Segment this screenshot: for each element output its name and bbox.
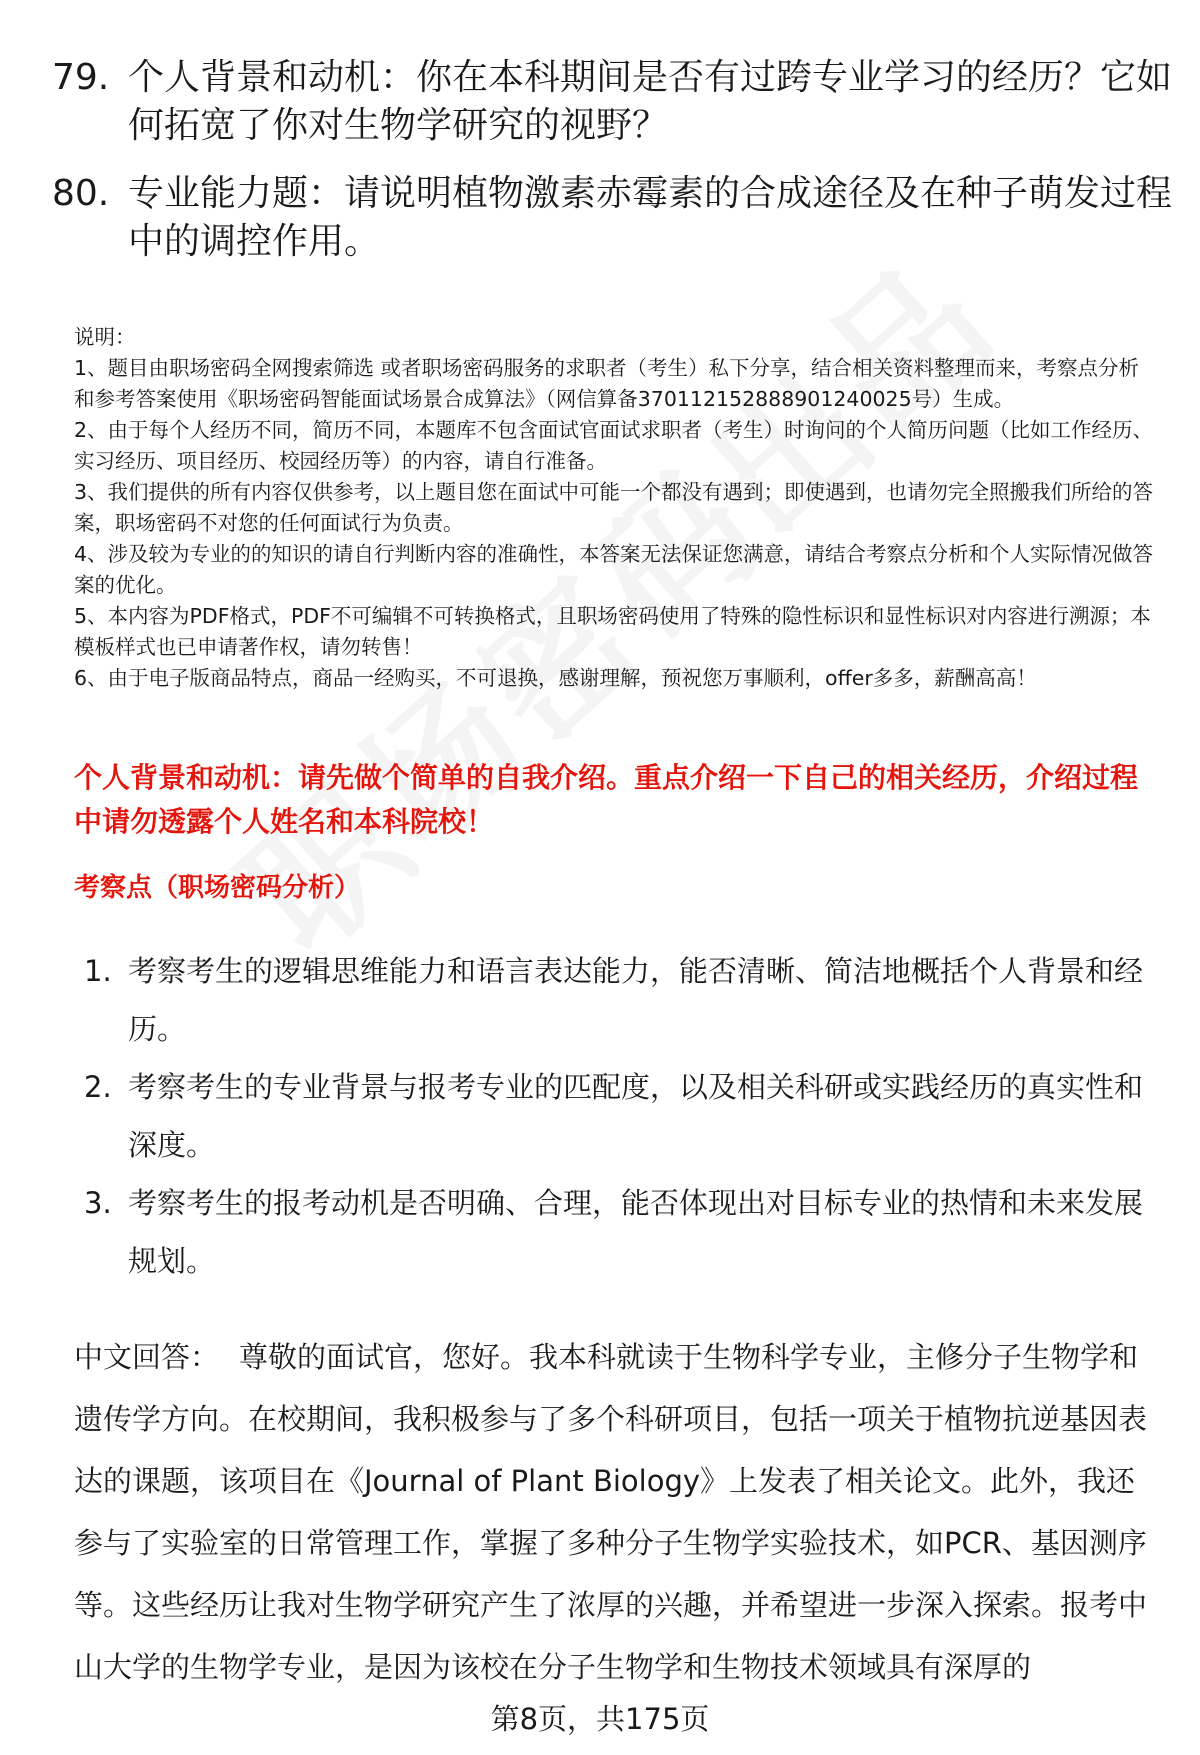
- page-footer: 第8页，共175页: [490, 1702, 710, 1736]
- point-text: 考察考生的逻辑思维能力和语言表达能力，能否清晰、简洁地概括个人背景和经历。: [128, 954, 1144, 1046]
- point-text: 考察考生的专业背景与报考专业的匹配度，以及相关科研或实践经历的真实性和深度。: [128, 1070, 1144, 1162]
- answer-label: 中文回答：: [74, 1340, 220, 1374]
- question-80: [52, 170, 1173, 266]
- answer-text: 尊敬的面试官，您好。我本科就读于生物科学专业，主修分子生物学和遗传学方向。在校期间，我积极参与了多个科研项目，包括一项关于植物抗逆基因表达的课题，该项目在《Journal of Plant Biology》上发表了相关论文。此外，我还参与了实验室的日常管理工作，掌握了多种分子生物学实验技术，如PCR、基因测序等。这些经历让我对生物学研究产生了浓厚的兴趣，并希望进一步深入探索。报考中山大学的生物学专业，是因为该校在分子生物学和生物技术领域具有深厚的: [74, 1340, 1148, 1684]
- analysis-point: [84, 1058, 1164, 1174]
- note-item: 6、由于电子版商品特点，商品一经购买，不可退换，感谢理解，预祝您万事顺利，offer多多，薪酬高高！: [74, 666, 1037, 690]
- note-item: 2、由于每个人经历不同，简历不同，本题库不包含面试官面试求职者（考生）时询问的个人简历问题（比如工作经历、实习经历、项目经历、校园经历等）的内容，请自行准备。: [74, 418, 1154, 473]
- answer-paragraph: [74, 1326, 1164, 1698]
- analysis-title: 考察点（职场密码分析）: [74, 873, 361, 903]
- note-item: 5、本内容为PDF格式，PDF不可编辑不可转换格式，且职场密码使用了特殊的隐性标识和显性标识对内容进行溯源；本模板样式也已申请著作权，请勿转售！: [74, 604, 1151, 659]
- notes-section: [74, 322, 1159, 694]
- question-text: 专业能力题：请说明植物激素赤霉素的合成途径及在种子萌发过程中的调控作用。: [128, 173, 1173, 262]
- question-number: 80.: [52, 173, 110, 214]
- question-text: 个人背景和动机：你在本科期间是否有过跨专业学习的经历？它如何拓宽了你对生物学研究的视野？: [128, 57, 1173, 146]
- point-number: 3.: [84, 1186, 112, 1220]
- analysis-points: [84, 942, 1164, 1290]
- analysis-point: [84, 1174, 1164, 1290]
- notes-title: 说明：: [74, 325, 136, 349]
- point-text: 考察考生的报考动机是否明确、合理，能否体现出对目标专业的热情和未来发展规划。: [128, 1186, 1144, 1278]
- point-number: 1.: [84, 954, 112, 988]
- note-item: 1、题目由职场密码全网搜索筛选 或者职场密码服务的求职者（考生）私下分享，结合相关资料整理而来，考察点分析和参考答案使用《职场密码智能面试场景合成算法》（网信算备370112152888901240025号）生成。: [74, 356, 1140, 411]
- question-number: 79.: [52, 57, 110, 98]
- highlighted-question: 个人背景和动机：请先做个简单的自我介绍。重点介绍一下自己的相关经历，介绍过程中请勿透露个人姓名和本科院校！: [74, 761, 1139, 838]
- analysis-point: [84, 942, 1164, 1058]
- note-item: 4、涉及较为专业的的知识的请自行判断内容的准确性，本答案无法保证您满意，请结合考察点分析和个人实际情况做答案的优化。: [74, 542, 1154, 597]
- note-item: 3、我们提供的所有内容仅供参考，以上题目您在面试中可能一个都没有遇到；即使遇到，也请勿完全照搬我们所给的答案，职场密码不对您的任何面试行为负责。: [74, 480, 1154, 535]
- question-79: [52, 54, 1173, 150]
- point-number: 2.: [84, 1070, 112, 1104]
